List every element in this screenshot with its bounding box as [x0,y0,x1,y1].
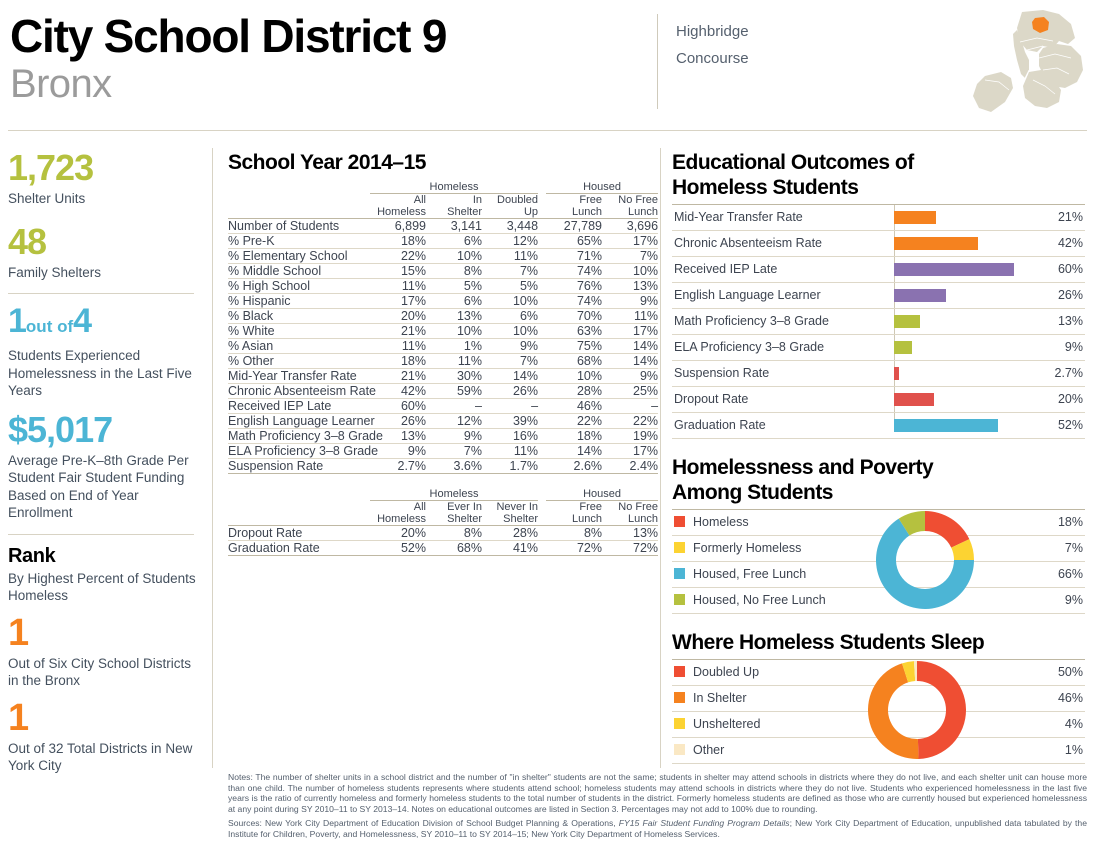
table-row [228,294,658,309]
notes-text: Notes: The number of shelter units in a school district and the number of "in shelter" students are not the same; students in shelter may attend schools in districts where they do not live, and each shelter unit can house more than one child. The number of homeless students represents where students attend school; homeless students may attend schools in districts where they do not live. Students who experienced homelessness in the last five years is the ratio of currently homeless and formerly homeless students to the total number of students in the district. Formerly homeless students are defined as those who are currently housed but experienced homelessness at any point during SY 2010–11 to SY 2013–14. Notes on educational outcomes are listed in Section 3. Percentages may not add to 100% due to rounding. [228,772,1087,814]
table-cell: 9% [370,444,426,459]
table-cell: 59% [426,384,482,399]
table-cell: 8% [426,526,482,541]
bar-value: 21% [1057,210,1083,224]
table-cell: 2.4% [602,459,658,474]
row-label: Graduation Rate [228,541,370,556]
table-cell: 18% [546,429,602,444]
legend-row [672,510,1085,536]
table-cell: 65% [546,234,602,249]
row-label: Received IEP Late [228,399,370,414]
rank-city-value: 1 [8,696,29,739]
group-header-housed: Housed [546,181,658,194]
table-cell: 9% [482,339,538,354]
table-cell: 27,789 [546,219,602,234]
table-cell: 7% [482,264,538,279]
table-row [228,324,658,339]
bar-value: 42% [1057,236,1083,250]
bar-label: Chronic Absenteeism Rate [674,236,822,250]
legend-row [672,686,1085,712]
table-cell: 28% [482,526,538,541]
table-cell: 72% [602,541,658,556]
title-block [10,10,446,106]
table-cell: 7% [602,249,658,264]
column-header: Doubled Up [497,194,539,218]
bar-value: 13% [1057,314,1083,328]
table-cell: 76% [546,279,602,294]
column-header: No Free Lunch [618,194,659,218]
table-cell: 6,899 [370,219,426,234]
table-cell: – [426,399,482,414]
table-a-body [228,219,658,475]
legend-row [672,588,1085,614]
table-cell: 75% [546,339,602,354]
table-cell: 8% [426,264,482,279]
outcomes-title-line1: Educational Outcomes of [672,151,914,174]
table-cell: 3,141 [426,219,482,234]
table-cell: 5% [482,279,538,294]
bar-label: Math Proficiency 3–8 Grade [674,314,829,328]
sources-prefix: Sources: New York City Department of Education Division of School Budget Planning & Operations, [228,818,619,829]
bar-value: 2.7% [1054,366,1083,380]
table-cell: 28% [546,384,602,399]
rank-divider [8,534,194,535]
ratio-first: 1 [8,302,26,340]
table-column-header-row [228,501,658,526]
table-cell: 14% [482,369,538,384]
table-cell: 15% [370,264,426,279]
sources-suffix: ; New York City Department of Education, unpublished data tabulated by the Institute for Children, Poverty, and Homelessness, SY 2010–11 to SY 2014–15; New York City Department of Homeless Services. [228,818,1087,839]
table-row [228,414,658,429]
legend-value: 1% [1064,743,1083,757]
bar-value: 9% [1064,340,1083,354]
table-column-header-row [228,194,658,219]
table-cell: 5% [426,279,482,294]
bar-label: Suspension Rate [674,366,770,380]
legend-label: Formerly Homeless [693,541,802,555]
legend-label: Homeless [693,515,749,529]
legend-label: Housed, Free Lunch [693,567,807,581]
table-row [228,339,658,354]
table-cell: 68% [546,354,602,369]
table-cell: 10% [602,264,658,279]
table-cell: 20% [370,309,426,324]
column-header: Free Lunch [572,501,603,525]
table-cell: 6% [426,234,482,249]
table-cell: 74% [546,264,602,279]
table-cell: 70% [546,309,602,324]
bar-chart-row [672,309,1085,335]
row-label: ELA Proficiency 3–8 Grade [228,444,379,458]
table-row [228,354,658,369]
table-cell: 1.7% [482,459,538,474]
rank-title: Rank [8,544,56,567]
bar-label: Graduation Rate [674,418,766,432]
table-cell: 39% [482,414,538,429]
table-cell: 2.6% [546,459,602,474]
sources-italic: FY15 Fair Student Funding Program Details [618,818,790,829]
bar [894,419,998,432]
header-rule [8,130,1087,131]
table-cell: 3,448 [482,219,538,234]
table-row [228,429,658,444]
table-cell: 3,696 [602,219,658,234]
table-cell: 10% [546,369,602,384]
table-row [228,399,658,414]
rank-bronx-label: Out of Six City School Districts in the Bronx [8,655,192,688]
legend-label: Doubled Up [693,665,760,679]
bar-label: Mid-Year Transfer Rate [674,210,803,224]
table-bottom-rule [228,556,658,557]
table-cell: 18% [370,354,426,369]
table-cell: 22% [370,249,426,264]
table-cell: 9% [602,294,658,309]
rank-bronx-value: 1 [8,611,29,654]
table-cell: 17% [602,234,658,249]
poverty-title-line1: Homelessness and Poverty [672,456,934,479]
table-row [228,369,658,384]
table-cell: 14% [602,339,658,354]
rank-subtitle: By Highest Percent of Students Homeless [8,570,196,603]
shelter-units-value: 1,723 [8,147,94,188]
bar [894,341,912,354]
legend-swatch [674,568,685,579]
outcomes-title-line2: Homeless Students [672,176,859,199]
legend-swatch [674,666,685,677]
bar-chart-row [672,361,1085,387]
row-label: % Black [228,309,370,324]
neighborhood-item: Concourse [676,50,749,67]
table-cell: 60% [370,399,426,414]
table-cell: 13% [602,279,658,294]
sleep-legend [672,659,1085,764]
stats-divider [8,293,194,294]
table-cell: 72% [546,541,602,556]
table-cell: 26% [482,384,538,399]
family-shelters-value: 48 [8,220,47,262]
table-cell: 16% [482,429,538,444]
bar [894,237,978,250]
table-cell: 13% [370,429,426,444]
row-label: Math Proficiency 3–8 Grade [228,429,383,443]
table-cell: 68% [426,541,482,556]
table-row [228,249,658,264]
bar-label: Dropout Rate [674,392,749,406]
table-cell: 71% [546,249,602,264]
table-cell: 11% [370,339,426,354]
table-charts-divider [660,148,661,768]
charts-column [672,150,1087,764]
legend-swatch [674,744,685,755]
table-cell: 7% [426,444,482,459]
neighborhood-item: Highbridge [676,23,749,40]
row-label: % Middle School [228,264,370,279]
sidebar-table-divider [212,148,213,768]
bar-value: 60% [1057,262,1083,276]
table-row [228,541,658,556]
header-divider [657,14,658,109]
row-label: % Pre-K [228,234,370,249]
table-cell: 14% [602,354,658,369]
school-data-table-b [228,488,658,556]
table-cell: 41% [482,541,538,556]
sources-text [228,818,1087,839]
row-label: % Other [228,354,370,369]
table-cell: 1% [426,339,482,354]
table-row [228,526,658,541]
table-cell: 8% [546,526,602,541]
table-cell: 17% [602,444,658,459]
table-cell: 21% [370,324,426,339]
row-label: Suspension Rate [228,459,370,474]
row-label: % Hispanic [228,294,370,309]
legend-swatch [674,542,685,553]
legend-value: 9% [1064,593,1083,607]
table-cell: 25% [602,384,658,399]
group-header-homeless: Homeless [370,181,538,194]
neighborhood-list [676,18,749,72]
legend-value: 18% [1057,515,1083,529]
table-cell: 52% [370,541,426,556]
table-cell: 10% [426,249,482,264]
table-cell: 12% [426,414,482,429]
table-cell: 20% [370,526,426,541]
educational-outcomes-bar-chart [672,204,1085,439]
table-cell: 18% [370,234,426,249]
homelessness-ratio-label: Students Experienced Homelessness in the Last Five Years [8,348,192,398]
legend-row [672,562,1085,588]
table-cell: 19% [602,429,658,444]
bar [894,367,899,380]
poverty-title-line2: Among Students [672,481,833,504]
table-cell: 9% [602,369,658,384]
table-a-head [228,181,658,219]
bar [894,289,946,302]
legend-swatch [674,718,685,729]
ratio-second: 4 [73,302,92,340]
nyc-borough-map [925,8,1085,123]
table-cell: 17% [602,324,658,339]
bar-label: ELA Proficiency 3–8 Grade [674,340,825,354]
bar-chart-row [672,387,1085,413]
table-cell: 22% [546,414,602,429]
outcomes-title [672,150,1087,200]
table-row [228,219,658,234]
bar-chart-row [672,335,1085,361]
table-cell: 21% [370,369,426,384]
table-cell: 6% [482,309,538,324]
group-header-homeless: Homeless [370,488,538,501]
legend-value: 66% [1057,567,1083,581]
bar [894,211,936,224]
row-label: Mid-Year Transfer Rate [228,369,370,384]
shelter-units-label: Shelter Units [8,191,86,206]
column-header: Never In Shelter [496,501,539,525]
table-cell: 2.7% [370,459,426,474]
key-stats-sidebar [8,148,203,775]
legend-value: 4% [1064,717,1083,731]
page-header [0,0,1095,131]
bar-chart-row [672,231,1085,257]
table-row [228,234,658,249]
row-label: % Asian [228,339,370,354]
table-row [228,384,658,399]
table-cell: 6% [426,294,482,309]
bar [894,315,920,328]
bar-value: 26% [1057,288,1083,302]
bar-value: 52% [1057,418,1083,432]
family-shelters-label: Family Shelters [8,264,102,280]
table-cell: 3.6% [426,459,482,474]
table-cell: 42% [370,384,426,399]
column-header: No Free Lunch [618,501,659,525]
legend-swatch [674,516,685,527]
legend-row [672,712,1085,738]
row-label: Chronic Absenteeism Rate [228,384,376,398]
legend-label: In Shelter [693,691,747,705]
bar-chart-row [672,257,1085,283]
bar-label: Received IEP Late [674,262,778,276]
table-cell: 11% [370,279,426,294]
legend-value: 50% [1057,665,1083,679]
row-label: English Language Learner [228,414,375,428]
bar-chart-row [672,283,1085,309]
table-cell: 7% [482,354,538,369]
bar-chart-row [672,413,1085,439]
school-year-table-section [228,150,659,556]
table-cell: 46% [546,399,602,414]
table-cell: 12% [482,234,538,249]
table-bottom-rule [228,474,658,475]
table-cell: 22% [602,414,658,429]
column-header: In Shelter [447,194,482,218]
table-title: School Year 2014–15 [228,151,426,174]
group-header-housed: Housed [546,488,658,501]
poverty-title [672,455,1087,505]
table-cell: 11% [482,249,538,264]
table-group-header-row [228,181,658,194]
legend-swatch [674,692,685,703]
table-row [228,444,658,459]
legend-row [672,660,1085,686]
table-cell: 11% [426,354,482,369]
legend-row [672,738,1085,764]
table-b-body [228,526,658,557]
bar-chart-row [672,205,1085,231]
table-cell: 30% [426,369,482,384]
legend-label: Housed, No Free Lunch [693,593,826,607]
column-header: All Homeless [377,194,426,218]
row-label: % High School [228,279,370,294]
school-data-table-a [228,181,658,474]
table-cell: 9% [426,429,482,444]
bar [894,393,934,406]
table-cell: 17% [370,294,426,309]
table-cell: 10% [482,294,538,309]
table-row [228,309,658,324]
legend-value: 7% [1064,541,1083,555]
legend-label: Unsheltered [693,717,761,731]
table-cell: – [602,399,658,414]
bar-value: 20% [1057,392,1083,406]
table-cell: 13% [426,309,482,324]
row-label: % Elementary School [228,249,370,264]
poverty-legend [672,509,1085,614]
row-label: Dropout Rate [228,526,370,541]
row-label: Number of Students [228,219,370,234]
ratio-mid: out of [25,317,74,336]
homelessness-ratio [8,303,203,345]
table-cell: – [482,399,538,414]
table-cell: 63% [546,324,602,339]
borough-subtitle: Bronx [10,62,112,106]
table-row [228,459,658,474]
footnotes [228,772,1087,844]
sleep-title: Where Homeless Students Sleep [672,631,985,654]
row-label: % White [228,324,370,339]
column-header: Free Lunch [572,194,603,218]
table-cell: 11% [602,309,658,324]
table-cell: 10% [426,324,482,339]
table-b-head [228,488,658,526]
table-cell: 14% [546,444,602,459]
legend-label: Other [693,743,725,757]
funding-value: $5,017 [8,408,113,450]
table-cell: 74% [546,294,602,309]
legend-value: 46% [1057,691,1083,705]
legend-row [672,536,1085,562]
table-cell: 26% [370,414,426,429]
table-group-header-row [228,488,658,501]
page-title: City School District 9 [10,10,447,62]
legend-swatch [674,594,685,605]
table-cell: 10% [482,324,538,339]
column-header: Ever In Shelter [447,501,482,525]
funding-label: Average Pre-K–8th Grade Per Student Fair Student Funding Based on End of Year Enrollment [8,452,189,520]
table-row [228,264,658,279]
column-header: All Homeless [377,501,426,525]
rank-city-label: Out of 32 Total Districts in New York City [8,740,193,773]
bar [894,263,1014,276]
bar-label: English Language Learner [674,288,821,302]
table-cell: 13% [602,526,658,541]
table-row [228,279,658,294]
table-cell: 11% [482,444,538,459]
